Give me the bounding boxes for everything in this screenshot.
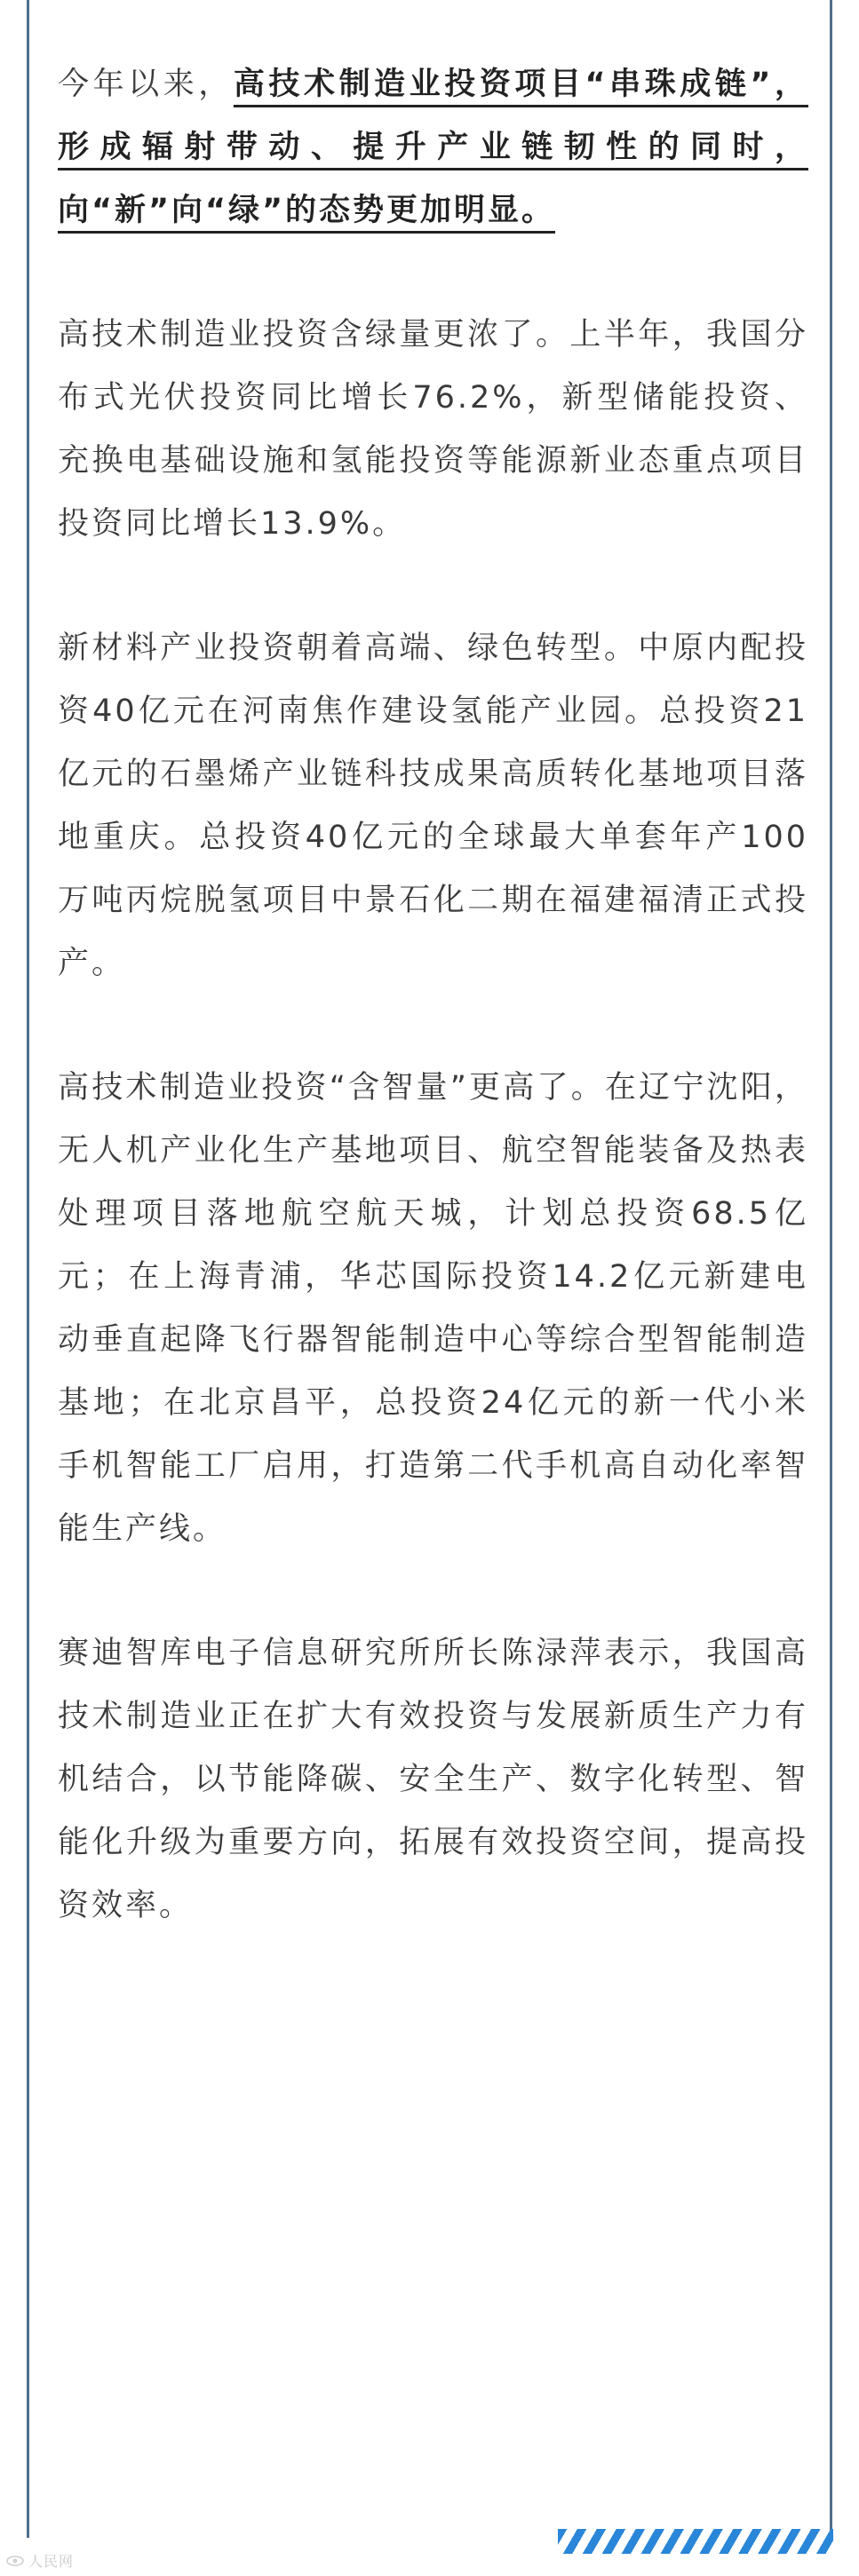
eye-logo-icon [5, 2554, 25, 2568]
paragraph-new-materials: 新材料产业投资朝着高端、绿色转型。中原内配投资40亿元在河南焦作建设氢能产业园。总投资21亿元的石墨烯产业链科技成果高质转化基地项目落地重庆。总投资40亿元的全球最大单套年产100万吨丙烷脱氢项目中景石化二期在福建福清正式投产。 [58, 630, 808, 981]
paragraph-expert-quote: 赛迪智库电子信息研究所所长陈渌萍表示，我国高技术制造业正在扩大有效投资与发展新质生产力有机结合，以节能降碳、安全生产、数字化转型、智能化升级为重要方向，拓展有效投资空间，提高投资效率。 [58, 1636, 808, 1923]
paragraph-smart-manufacturing: 高技术制造业投资“含智量”更高了。在辽宁沈阳，无人机产业化生产基地项目、航空智能装备及热表处理项目落地航空航天城，计划总投资68.5亿元；在上海青浦，华芯国际投资14.2亿元新建电动垂直起降飞行器智能制造中心等综合型智能制造基地；在北京昌平，总投资24亿元的新一代小米手机智能工厂启用，打造第二代手机高自动化率智能生产线。 [58, 1070, 808, 1547]
right-frame-border [830, 0, 832, 2538]
paragraph-green-investment: 高技术制造业投资含绿量更浓了。上半年，我国分布式光伏投资同比增长76.2%，新型储能投资、充换电基础设施和氢能投资等能源新业态重点项目投资同比增长13.9%。 [58, 317, 808, 542]
article-body [58, 53, 808, 1938]
watermark-text: 人民网 [28, 2553, 75, 2570]
left-frame-border [27, 0, 29, 2538]
lead-paragraph [58, 53, 808, 242]
lead-prefix: 今年以来， [58, 67, 234, 102]
lead-emphasis: 高技术制造业投资项目“串珠成链”，形成辐射带动、提升产业链韧性的同时，向“新”向“绿”的态势更加明显。 [58, 67, 808, 228]
watermark [5, 2550, 74, 2571]
decorative-stripes [558, 2529, 833, 2554]
